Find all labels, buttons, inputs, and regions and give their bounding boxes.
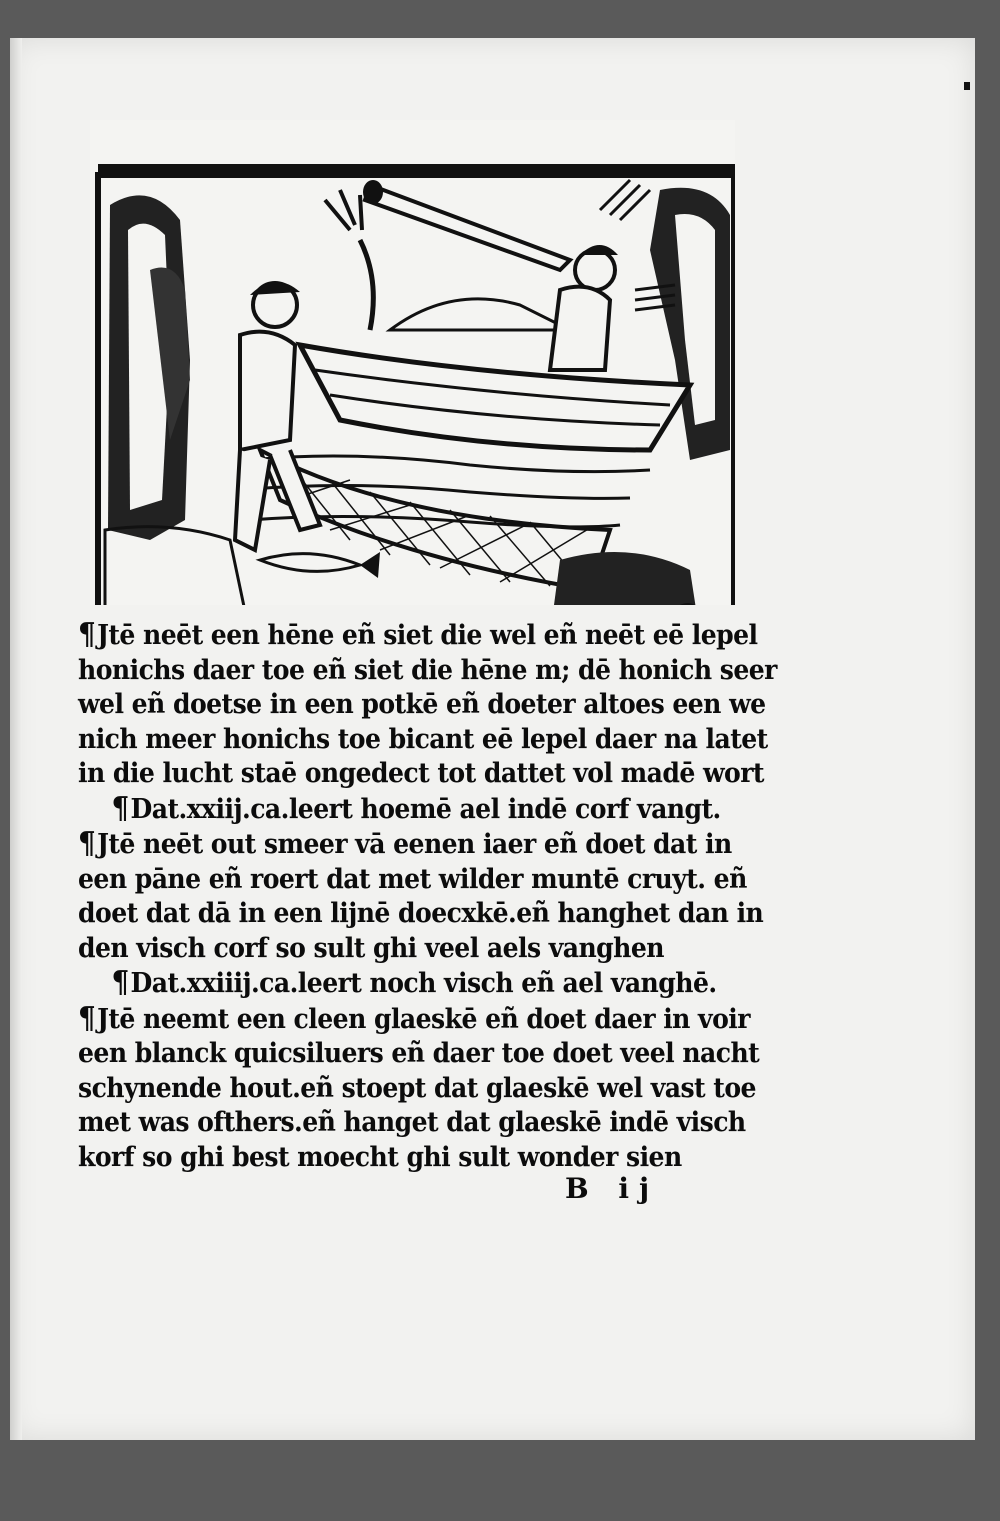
chapter-heading-24 (78, 965, 717, 1002)
blackletter-text (78, 617, 777, 1175)
paragraph-3 (78, 1000, 760, 1176)
text-line: met was ofthers.eñ hanget dat glaeskē indē visch (78, 1107, 746, 1138)
page-edge (10, 38, 22, 1440)
text-line: ¶Dat.xxiiij.ca.leert noch visch eñ ael vanghē. (111, 965, 717, 1000)
text-line: ¶Dat.xxiij.ca.leert hoemē ael indē corf vangt. (111, 790, 721, 826)
text-line: ¶Jtē neēt out smeer vā eenen iaer eñ doet dat in (78, 826, 732, 861)
text-line: in die lucht staē ongedect tot dattet vol madē wort (78, 758, 764, 789)
pilcrow-icon: ¶ (111, 790, 129, 826)
paragraph-2 (78, 826, 764, 966)
pilcrow-icon: ¶ (78, 617, 96, 652)
text-line: wel eñ doetse in een potkē eñ doeter altoes een we (78, 689, 766, 720)
text-line: een blanck quicsiluers eñ daer toe doet veel nacht (78, 1038, 760, 1069)
text-line: ¶Jtē neemt een cleen glaeskē eñ doet daer in voir (78, 1000, 750, 1036)
pilcrow-icon: ¶ (78, 1000, 96, 1036)
edge-mark (964, 82, 970, 90)
chapter-heading-23 (78, 790, 721, 828)
pilcrow-icon: ¶ (78, 826, 96, 861)
text-line: doet dat dā in een lijnē doecxkē.eñ hanghet dan in (78, 898, 764, 929)
text-line: een pāne eñ roert dat met wilder muntē cruyt. eñ (78, 863, 747, 895)
text-line: nich meer honichs toe bicant eē lepel daer na latet (78, 723, 768, 755)
signature-mark: B ij (565, 1172, 660, 1205)
text-line: honichs daer toe eñ siet die hēne m; dē honich seer (78, 654, 777, 686)
text-line: ¶Jtē neēt een hēne eñ siet die wel eñ neēt eē lepel (78, 617, 758, 652)
text-line: korf so ghi best moecht ghi sult wonder sien (78, 1141, 682, 1173)
fishing-scene-woodcut (90, 120, 735, 605)
pilcrow-icon: ¶ (111, 965, 129, 1000)
text-line: schynende hout.eñ stoept dat glaeskē wel vast toe (78, 1072, 756, 1104)
text-line: den visch corf so sult ghi veel aels vanghen (78, 932, 664, 964)
woodcut-illustration (90, 120, 735, 605)
paragraph-1 (78, 617, 777, 792)
